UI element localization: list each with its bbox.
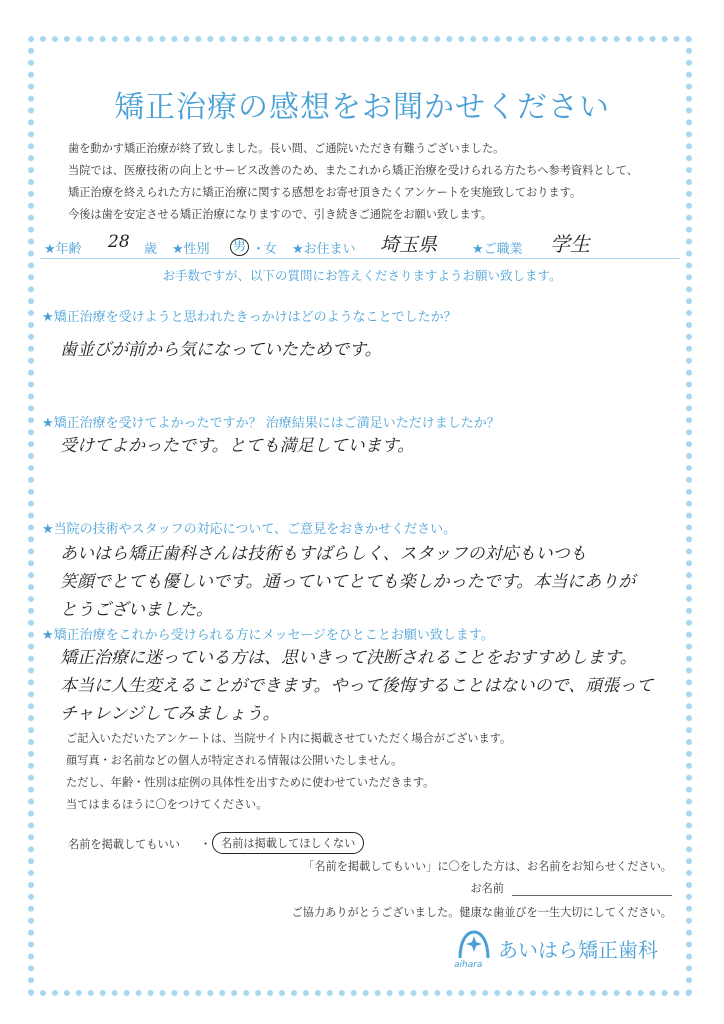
age-label: ★年齢: [44, 242, 82, 257]
name-field: [470, 880, 672, 896]
name-input-line[interactable]: [512, 883, 672, 896]
clinic-name-romaji: aihara: [454, 960, 483, 970]
thanks-text: ご協力ありがとうございました。健康な歯並びを一生大切にしてください。: [291, 906, 672, 919]
answer-line: 受けてよかったです。とても満足しています。: [60, 436, 415, 456]
answer-line: 歯並びが前から気になっていたためです。: [60, 340, 382, 360]
intro-line: 今後は歯を安定させる矯正治療になりますので、引き続きご通院をお願い致します。: [68, 208, 493, 221]
answer-line: 矯正治療に迷っている方は、思いきって決断されることをおすすめします。: [60, 648, 637, 668]
question-3: ★当院の技術やスタッフの対応について、ご意見をおきかせください。: [42, 522, 457, 537]
fine-print-line: 当てはまるほうに〇をつけてください。: [66, 798, 268, 811]
age-value: 28: [108, 232, 130, 252]
answer-line: あいはら矯正歯科さんは技術もすばらしく、スタッフの対応もいつも: [60, 544, 587, 564]
answer-3[interactable]: [60, 540, 680, 624]
name-label: お名前: [470, 882, 504, 895]
page-title: 矯正治療の感想をお聞かせください: [114, 90, 610, 125]
answer-2[interactable]: [60, 432, 680, 460]
intro-line: 当院では、医療技術の向上とサービス改善のため、またこれから矯正治療を受けられる方たちへ参考資料として、: [68, 164, 638, 177]
residence-value: 埼玉県: [380, 234, 438, 256]
question-1: ★矯正治療を受けようと思われたきっかけはどのようなことでしたか？: [42, 310, 457, 325]
gender-female[interactable]: 女: [264, 242, 278, 257]
gender-male-circled[interactable]: 男: [230, 238, 249, 256]
occupation-value: 学生: [550, 232, 590, 256]
fine-print-line: ご記入いただいたアンケートは、当院サイト内に掲載させていただく場合がございます。: [66, 732, 512, 745]
intro-line: 矯正治療を終えられた方に矯正治療に関する感想をお寄せ頂きたくアンケートを実施致しております。: [68, 186, 582, 199]
age-unit: 歳: [144, 242, 158, 257]
occupation-label: ★ご職業: [472, 242, 523, 257]
clinic-logo: [452, 926, 672, 976]
residence-label: ★お住まい: [292, 242, 356, 257]
tooth-sparkle-icon: [454, 926, 494, 962]
intro-line: 歯を動かす矯正治療が終了致しました。長い間、ご通院いただき有難うございました。: [68, 142, 505, 155]
fine-print: [66, 728, 511, 816]
answer-line: 本当に人生変えることができます。やって後悔することはないので、頑張って: [60, 676, 654, 696]
answer-line: とうございました。: [60, 600, 213, 620]
clinic-name: あいはら矯正歯科: [498, 938, 658, 962]
publish-separator: ・: [200, 838, 212, 851]
instruction-note: お手数ですが、以下の質問にお答えくださりますようお願い致します。: [162, 268, 562, 283]
answer-line: チャレンジしてみましょう。: [60, 704, 280, 724]
name-request: 「名前を掲載してもいい」に〇をした方は、お名前をお知らせください。: [303, 860, 672, 873]
answer-line: 笑顔でとても優しいです。通っていてとても楽しかったです。本当にありが: [60, 572, 636, 592]
publish-option-no-circled[interactable]: 名前は掲載してほしくない: [212, 832, 364, 854]
fine-print-line: 顔写真・お名前などの個人が特定される情報は公開いたしません。: [66, 754, 403, 767]
gender-label: ★性別: [172, 242, 210, 257]
answer-1[interactable]: [60, 336, 680, 364]
profile-row: [40, 228, 680, 259]
question-4: ★矯正治療をこれから受けられる方にメッセージをひとことお願い致します。: [42, 628, 494, 643]
answer-4[interactable]: [60, 644, 680, 728]
intro-text: [68, 138, 678, 226]
fine-print-line: ただし、年齢・性別は症例の具体性を出すために使わせていただきます。: [66, 776, 435, 789]
question-2: ★矯正治療を受けてよかったですか？ 治療結果にはご満足いただけましたか？: [42, 416, 500, 431]
publish-option-yes[interactable]: 名前を掲載してもいい: [68, 838, 180, 851]
gender-separator: ・: [252, 242, 266, 257]
